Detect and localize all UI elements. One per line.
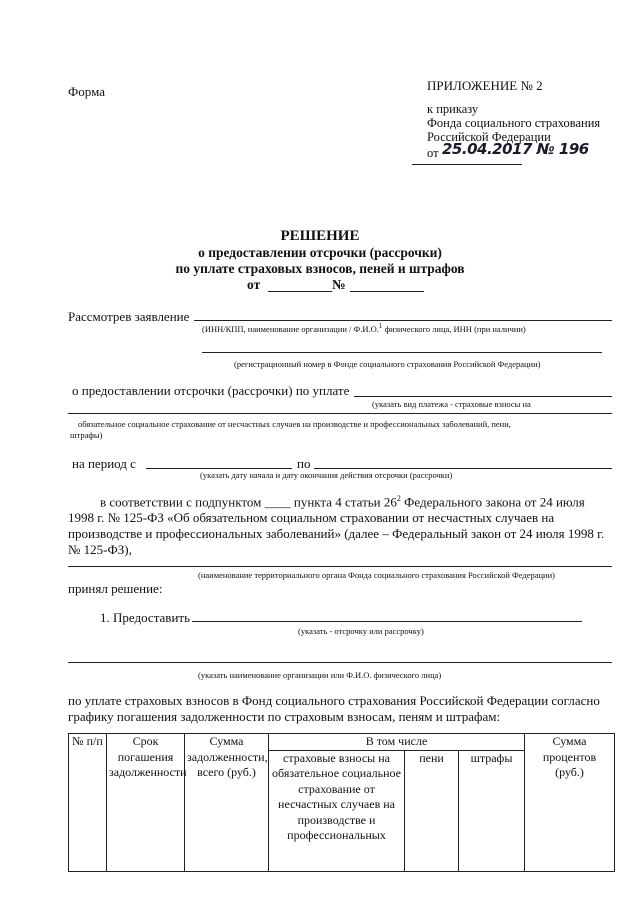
appendix-label: ПРИЛОЖЕНИЕ № 2: [427, 78, 543, 93]
header-penalties: пени: [405, 750, 459, 871]
hint-period: (указать дату начала и дату окончания действия отсрочки (рассрочки): [200, 470, 453, 480]
title-date-blank: [268, 291, 332, 292]
hint-payment-type-2: обязательное социальное страхование от несчастных случаев на производстве и профессиональных заболеваний, пени,: [78, 419, 511, 429]
payment-type-blank[interactable]: [354, 396, 612, 397]
order-line-2: Фонда социального страхования: [427, 116, 601, 130]
law-line-3: производстве и профессиональных заболеваний» (далее – Федеральный закон от 24 июля 1998 г.: [68, 526, 605, 541]
header-including: В том числе: [269, 734, 525, 751]
period-end-blank[interactable]: [314, 468, 612, 469]
header-num: № п/п: [69, 734, 107, 872]
document-subtitle-2: по уплате страховых взносов, пеней и штрафов: [175, 261, 465, 276]
payment-type-blank-2[interactable]: [68, 413, 612, 414]
document-subtitle-1: о предоставлении отсрочки (рассрочки): [198, 245, 442, 260]
debt-schedule-table: [68, 733, 615, 872]
considered-label: Рассмотрев заявление: [68, 309, 190, 324]
decided-label: принял решение:: [68, 581, 163, 596]
hint-payment-type: (указать вид платежа - страховые взносы на: [372, 399, 531, 409]
order-date-prefix: от: [427, 146, 439, 160]
header-interest: Сумма процентов (руб.): [525, 734, 615, 872]
order-date-underline: [412, 164, 522, 165]
schedule-line-1: по уплате страховых взносов в Фонд социального страхования Российской Федерации согласно: [68, 693, 600, 708]
period-from-label: на период с: [72, 456, 136, 471]
handwritten-order-date: 25.04.2017 № 196: [442, 140, 589, 158]
form-label: Форма: [68, 84, 105, 99]
header-sum: Сумма задолженности, всего (руб.): [185, 734, 269, 872]
order-line-3: Российской Федерации: [427, 130, 551, 144]
schedule-line-2: графику погашения задолженности по страховым взносам, пеням и штрафам:: [68, 709, 501, 724]
title-number-sign: №: [332, 277, 346, 292]
hint-organization: (указать наименование организации или Ф.И.О. физического лица): [198, 670, 442, 680]
applicant-blank[interactable]: [194, 320, 612, 321]
deferral-label: о предоставлении отсрочки (рассрочки) по уплате: [72, 383, 350, 398]
period-start-blank[interactable]: [146, 468, 292, 469]
hint-reg-number: (регистрационный номер в Фонде социального страхования Российской Федерации): [234, 359, 541, 369]
period-to-label: по: [297, 456, 311, 471]
law-line-4: № 125-ФЗ),: [68, 542, 132, 557]
order-line-1: к приказу: [427, 102, 479, 116]
header-term: Срок погашения задолженности: [107, 734, 185, 872]
organ-blank[interactable]: [68, 566, 612, 567]
header-fines: штрафы: [459, 750, 525, 871]
document-title: РЕШЕНИЕ: [280, 228, 360, 244]
title-number-blank: [350, 291, 424, 292]
organization-blank[interactable]: [68, 662, 612, 663]
law-line-1: в соответствии с подпунктом ____ пункта 4 статьи $26^2$ Федерального закона от 24 июля: [100, 494, 585, 510]
hint-organ: (наименование территориального органа Фонда социального страхования Российской Федерации): [198, 570, 555, 580]
hint-grant: (указать - отсрочку или рассрочку): [298, 626, 424, 636]
grant-blank[interactable]: [192, 621, 582, 622]
grant-label: 1. Предоставить: [100, 610, 191, 625]
hint-payment-type-3: штрафы): [70, 430, 103, 440]
reg-number-blank[interactable]: [202, 352, 602, 353]
hint-inn: (ИНН/КПП, наименование организации / Ф.И.О.$^1$ физического лица, ИНН (при наличии): [202, 322, 526, 334]
title-date-prefix: от: [247, 277, 261, 292]
header-contributions: страховые взносы на обязательное социальное страхование от несчастных случаев на производстве и профессиональных: [269, 750, 405, 871]
law-line-2: 1998 г. № 125-ФЗ «Об обязательном социальном страховании от несчастных случаев на: [68, 510, 555, 525]
